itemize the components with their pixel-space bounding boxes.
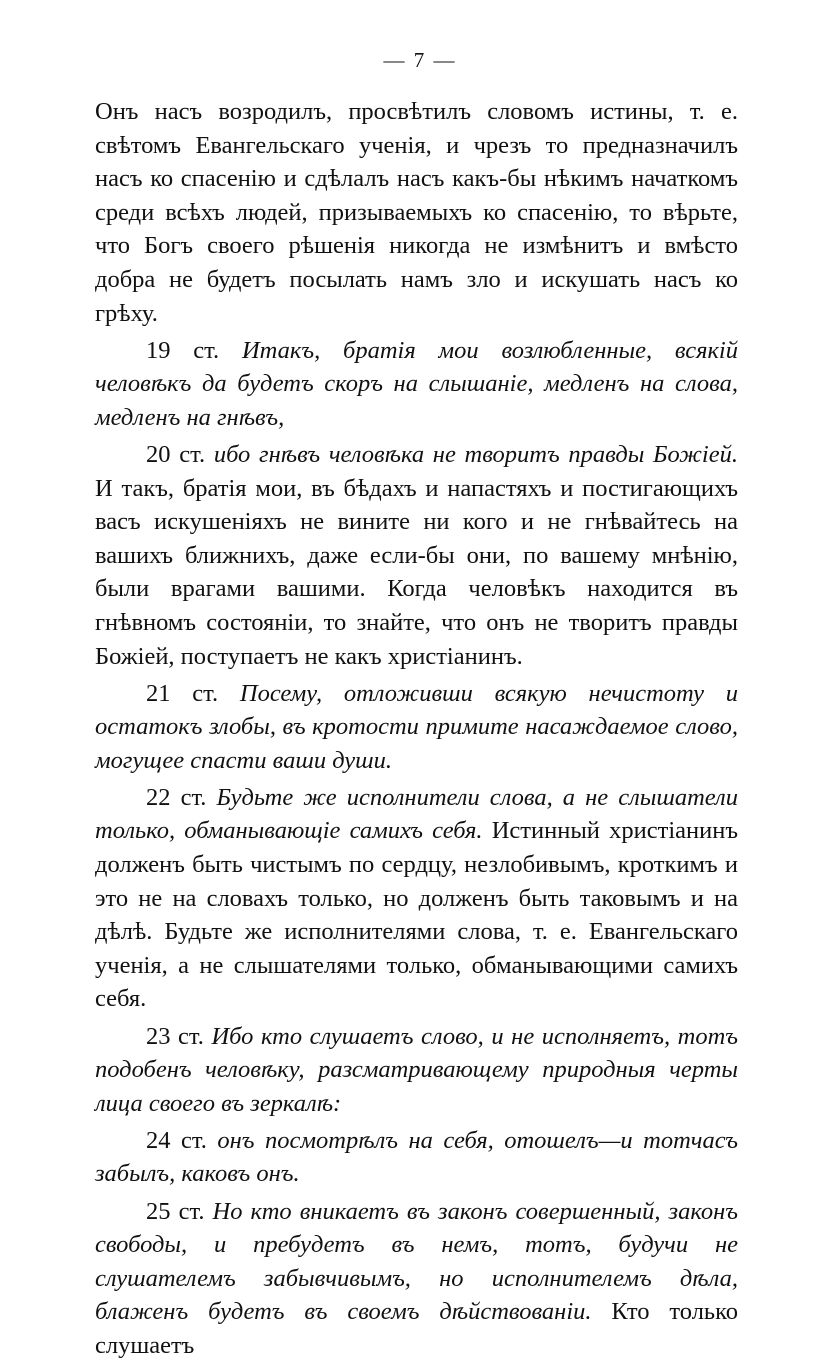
paragraph	[95, 1195, 738, 1362]
italic-text-segment: Ибо кто слушаетъ слово, и не исполняетъ, тотъ подобенъ человѣку, разсматривающему природныя черты лица своего въ зеркалѣ:	[95, 1023, 738, 1117]
text-segment: И такъ, братія мои, въ бѣдахъ и напастяхъ и постигающихъ васъ искушеніяхъ не вините ни кого и не гнѣвайтесь на вашихъ ближнихъ, даже если-бы они, по вашему мнѣнію, были врагами вашими. Когда человѣкъ находится въ гнѣвномъ состояніи, то знайте, что онъ не творитъ правды Божіей, поступаетъ не какъ христіанинъ.	[95, 475, 738, 670]
text-segment: Кто только слушаетъ	[95, 1298, 738, 1359]
paragraph	[95, 781, 738, 1016]
italic-text-segment: Будьте же исполнители слова, а не слышатели только, обманывающіе самихъ себя.	[95, 784, 738, 845]
paragraph	[95, 1020, 738, 1121]
paragraph	[95, 95, 738, 330]
paragraph	[95, 1124, 738, 1191]
italic-text-segment: Итакъ, братія мои возлюбленные, всякій человѣкъ да будетъ скоръ на слышаніе, медленъ на слова, медленъ на гнѣвъ,	[95, 337, 738, 431]
paragraph	[95, 334, 738, 435]
text-segment: 22 ст.	[146, 784, 217, 811]
body-text	[95, 95, 738, 1362]
page-number: — 7 —	[0, 48, 840, 73]
text-segment: 19 ст.	[146, 337, 242, 364]
text-segment: 21 ст.	[146, 680, 240, 707]
text-segment: 23 ст.	[146, 1023, 211, 1050]
paragraph	[95, 438, 738, 673]
text-segment: Онъ насъ возродилъ, просвѣтилъ словомъ истины, т. е. свѣтомъ Евангельскаго ученія, и чрезъ то предназначилъ насъ ко спасенію и сдѣлалъ насъ какъ-бы нѣкимъ начаткомъ среди всѣхъ людей, призываемыхъ ко спасенію, то вѣрьте, что Богъ своего рѣшенія никогда не измѣнитъ и вмѣсто добра не будетъ посылать намъ зло и искушать насъ ко грѣху.	[95, 98, 738, 327]
italic-text-segment: Но кто вникаетъ въ законъ совершенный, законъ свободы, и пребудетъ въ немъ, тотъ, будучи не слушателемъ забывчивымъ, но исполнителемъ дѣла, блаженъ будетъ въ своемъ дѣйствованіи.	[95, 1198, 738, 1326]
italic-text-segment: онъ посмотрѣлъ на себя, отошелъ—и тотчасъ забылъ, каковъ онъ.	[95, 1127, 738, 1188]
text-segment: 20 ст.	[146, 441, 214, 468]
text-segment: 25 ст.	[146, 1198, 213, 1225]
text-segment: 24 ст.	[146, 1127, 217, 1154]
text-segment: Истинный христіанинъ долженъ быть чистымъ по сердцу, незлобивымъ, кроткимъ и это не на словахъ только, но долженъ быть таковымъ и на дѣлѣ. Будьте же исполнителями слова, т. е. Евангельскаго ученія, а не слышателями только, обманывающими самихъ себя.	[95, 817, 738, 1012]
italic-text-segment: ибо гнѣвъ человѣка не творитъ правды Божіей.	[214, 441, 738, 468]
paragraph	[95, 677, 738, 778]
italic-text-segment: Посему, отложивши всякую нечистоту и остатокъ злобы, въ кротости примите насаждаемое слово, могущее спасти ваши души.	[95, 680, 738, 774]
